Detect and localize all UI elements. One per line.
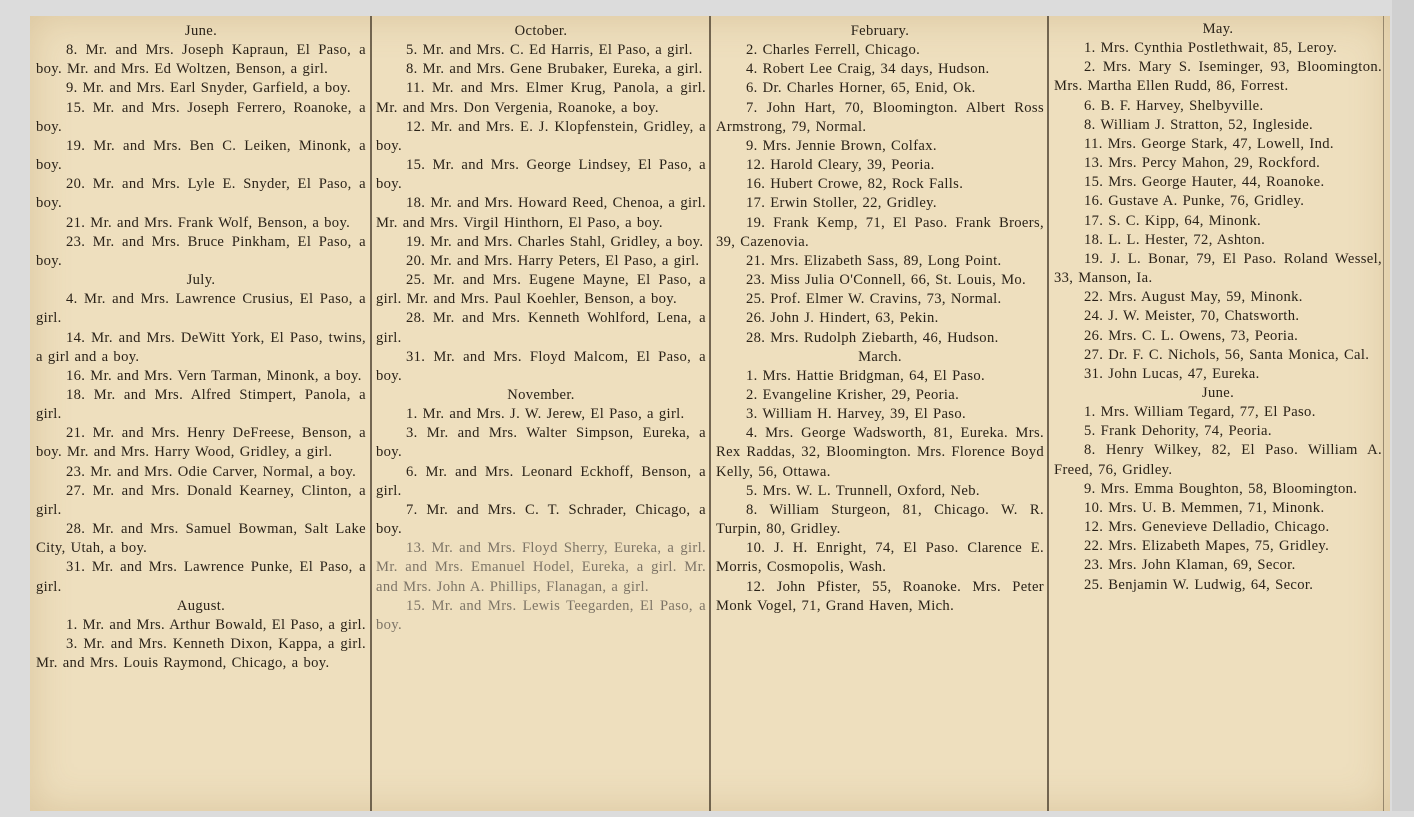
list-item: 20. Mr. and Mrs. Lyle E. Snyder, El Paso, a boy. [36,176,366,212]
month-heading: July. [186,272,216,289]
list-item: 16. Mr. and Mrs. Vern Tarman, Minonk, a boy. [66,367,362,384]
month-heading: May. [1202,21,1234,37]
month-heading: June. [184,23,218,39]
list-item: 19. Frank Kemp, 71, El Paso. Frank Broers, 39, Cazenovia. [716,214,1044,250]
list-item: 1. Mr. and Mrs. J. W. Jerew, El Paso, a girl. [406,406,685,423]
list-item: 5. Frank Dehority, 74, Peoria. [1084,423,1272,440]
list-item: 4. Mrs. George Wadsworth, 81, Eureka. Mrs. Rex Raddas, 32, Bloomington. Mrs. Florence Boyd Kelly, 56, Ottawa. [716,425,1044,480]
list-item: 28. Mrs. Rudolph Ziebarth, 46, Hudson. [746,329,999,346]
list-item: 1. Mrs. Hattie Bridgman, 64, El Paso. [746,367,986,384]
list-item: 5. Mrs. W. L. Trunnell, Oxford, Neb. [746,482,980,499]
list-item: 25. Benjamin W. Ludwig, 64, Secor. [1084,576,1314,593]
list-item: 8. William Sturgeon, 81, Chicago. W. R. Turpin, 80, Gridley. [716,501,1044,538]
list-item: 21. Mr. and Mrs. Frank Wolf, Benson, a boy. [66,214,351,231]
list-item: 7. John Hart, 70, Bloomington. Albert Ross Armstrong, 79, Normal. [716,99,1044,135]
column-rule [1383,16,1384,811]
list-item: 8. Henry Wilkey, 82, El Paso. William A. Freed, 76, Gridley. [1054,442,1382,478]
list-item: 18. Mr. and Mrs. Alfred Stimpert, Panola, a girl. [36,386,366,423]
list-item: 8. Mr. and Mrs. Gene Brubaker, Eureka, a girl. [406,61,703,78]
list-item: 3. Mr. and Mrs. Walter Simpson, Eureka, a boy. [376,425,706,461]
column-rule [1047,16,1049,811]
list-item: 13. Mr. and Mrs. Floyd Sherry, Eureka, a girl. Mr. and Mrs. Emanuel Hodel, Eureka, a girl. Mr. and Mrs. John A. Phillips, Flanagan, a girl. [376,540,706,595]
month-heading: June. [1201,384,1235,401]
list-item: 21. Mr. and Mrs. Henry DeFreese, Benson, a boy. Mr. and Mrs. Harry Wood, Gridley, a girl. [36,425,366,461]
column-births-june-august [36,22,366,817]
list-item: 31. Mr. and Mrs. Lawrence Punke, El Paso, a girl. [36,559,366,595]
list-item: 10. J. H. Enright, 74, El Paso. Clarence E. Morris, Cosmopolis, Wash. [716,540,1044,576]
list-item: 16. Hubert Crowe, 82, Rock Falls. [746,176,964,193]
list-item: 15. Mr. and Mrs. George Lindsey, El Paso, a boy. [376,157,706,193]
list-item: 10. Mrs. U. B. Memmen, 71, Minonk. [1084,499,1325,516]
list-item: 23. Mrs. John Klaman, 69, Secor. [1084,557,1296,574]
list-item: 15. Mrs. George Hauter, 44, Roanoke. [1084,174,1325,191]
list-item: 28. Mr. and Mrs. Kenneth Wohlford, Lena, a girl. [376,310,706,346]
list-item: 2. Mrs. Mary S. Iseminger, 93, Bloomington. Mrs. Martha Ellen Rudd, 86, Forrest. [1054,59,1382,95]
month-heading: February. [850,23,910,39]
list-item: 3. Mr. and Mrs. Kenneth Dixon, Kappa, a girl. Mr. and Mrs. Louis Raymond, Chicago, a boy. [36,636,366,672]
list-item: 23. Mr. and Mrs. Odie Carver, Normal, a boy. [66,463,357,480]
column-rule [709,16,711,811]
list-item: 16. Gustave A. Punke, 76, Gridley. [1084,193,1305,210]
list-item: 21. Mrs. Elizabeth Sass, 89, Long Point. [746,252,1002,269]
list-item: 17. S. C. Kipp, 64, Minonk. [1084,212,1262,229]
list-item: 24. J. W. Meister, 70, Chatsworth. [1084,308,1300,325]
list-item: 13. Mrs. Percy Mahon, 29, Rockford. [1084,155,1321,172]
list-item: 9. Mrs. Emma Boughton, 58, Bloomington. [1084,480,1358,497]
list-item: 1. Mr. and Mrs. Arthur Bowald, El Paso, a girl. [66,616,366,633]
list-item: 20. Mr. and Mrs. Harry Peters, El Paso, a girl. [406,252,700,269]
list-item: 5. Mr. and Mrs. C. Ed Harris, El Paso, a girl. [406,42,693,59]
newspaper-clipping [30,16,1390,811]
list-item: 9. Mrs. Jennie Brown, Colfax. [746,137,937,154]
list-item: 26. Mrs. C. L. Owens, 73, Peoria. [1084,327,1299,344]
list-item: 19. Mr. and Mrs. Ben C. Leiken, Minonk, a boy. [36,137,366,174]
list-item: 12. John Pfister, 55, Roanoke. Mrs. Peter Monk Vogel, 71, Grand Haven, Mich. [716,578,1044,614]
list-item: 11. Mr. and Mrs. Elmer Krug, Panola, a girl. Mr. and Mrs. Don Vergenia, Roanoke, a boy. [376,80,706,116]
list-item: 15. Mr. and Mrs. Joseph Ferrero, Roanoke, a boy. [36,99,366,135]
list-item: 23. Miss Julia O'Connell, 66, St. Louis, Mo. [746,272,1027,289]
list-item: 26. John J. Hindert, 63, Pekin. [746,310,939,327]
list-item: 9. Mr. and Mrs. Earl Snyder, Garfield, a boy. [66,80,351,97]
list-item: 31. John Lucas, 47, Eureka. [1084,365,1260,382]
column-deaths-february-march [716,22,1044,817]
list-item: 2. Charles Ferrell, Chicago. [746,42,921,59]
list-item: 12. Harold Cleary, 39, Peoria. [746,157,935,174]
list-item: 7. Mr. and Mrs. C. T. Schrader, Chicago, a boy. [376,501,706,538]
scan-background-edge [1392,0,1414,811]
list-item: 17. Erwin Stoller, 22, Gridley. [746,195,937,212]
list-item: 6. B. F. Harvey, Shelbyville. [1084,97,1264,114]
list-item: 25. Mr. and Mrs. Eugene Mayne, El Paso, a girl. Mr. and Mrs. Paul Koehler, Benson, a boy. [376,272,706,308]
list-item: 1. Mrs. Cynthia Postlethwait, 85, Leroy. [1084,40,1338,57]
list-item: 27. Mr. and Mrs. Donald Kearney, Clinton, a girl. [36,482,366,518]
list-item: 23. Mr. and Mrs. Bruce Pinkham, El Paso, a boy. [36,233,366,269]
column-rule [370,16,372,811]
list-item: 18. Mr. and Mrs. Howard Reed, Chenoa, a girl. Mr. and Mrs. Virgil Hinthorn, El Paso, a boy. [376,195,706,231]
month-heading: November. [507,386,575,403]
month-heading: October. [514,23,568,39]
list-item: 22. Mrs. August May, 59, Minonk. [1084,289,1303,306]
list-item: 19. J. L. Bonar, 79, El Paso. Roland Wessel, 33, Manson, Ia. [1054,250,1382,287]
list-item: 1. Mrs. William Tegard, 77, El Paso. [1084,404,1316,421]
month-heading: March. [858,348,902,365]
column-births-october-november [376,22,706,817]
month-heading: August. [176,597,226,614]
list-item: 4. Robert Lee Craig, 34 days, Hudson. [746,61,990,78]
list-item: 31. Mr. and Mrs. Floyd Malcom, El Paso, a boy. [376,348,706,384]
column-deaths-may-june [1054,20,1382,815]
list-item: 25. Prof. Elmer W. Cravins, 73, Normal. [746,291,1002,308]
list-item: 6. Mr. and Mrs. Leonard Eckhoff, Benson, a girl. [376,463,706,499]
list-item: 14. Mr. and Mrs. DeWitt York, El Paso, twins, a girl and a boy. [36,329,366,365]
list-item: 19. Mr. and Mrs. Charles Stahl, Gridley, a boy. [406,233,704,250]
list-item: 12. Mr. and Mrs. E. J. Klopfenstein, Gridley, a boy. [376,118,706,154]
list-item: 6. Dr. Charles Horner, 65, Enid, Ok. [746,80,976,97]
list-item: 27. Dr. F. C. Nichols, 56, Santa Monica, Cal. [1084,346,1370,363]
list-item: 15. Mr. and Mrs. Lewis Teegarden, El Paso, a boy. [376,597,706,633]
list-item: 8. William J. Stratton, 52, Ingleside. [1084,116,1314,133]
list-item: 4. Mr. and Mrs. Lawrence Crusius, El Paso, a girl. [36,291,366,327]
list-item: 18. L. L. Hester, 72, Ashton. [1084,231,1266,248]
list-item: 22. Mrs. Elizabeth Mapes, 75, Gridley. [1084,538,1330,555]
list-item: 11. Mrs. George Stark, 47, Lowell, Ind. [1084,135,1334,152]
list-item: 2. Evangeline Krisher, 29, Peoria. [746,386,960,403]
list-item: 8. Mr. and Mrs. Joseph Kapraun, El Paso, a boy. Mr. and Mrs. Ed Woltzen, Benson, a girl. [36,42,366,78]
list-item: 12. Mrs. Genevieve Delladio, Chicago. [1084,519,1330,536]
list-item: 28. Mr. and Mrs. Samuel Bowman, Salt Lake City, Utah, a boy. [36,521,366,557]
list-item: 3. William H. Harvey, 39, El Paso. [746,406,966,423]
